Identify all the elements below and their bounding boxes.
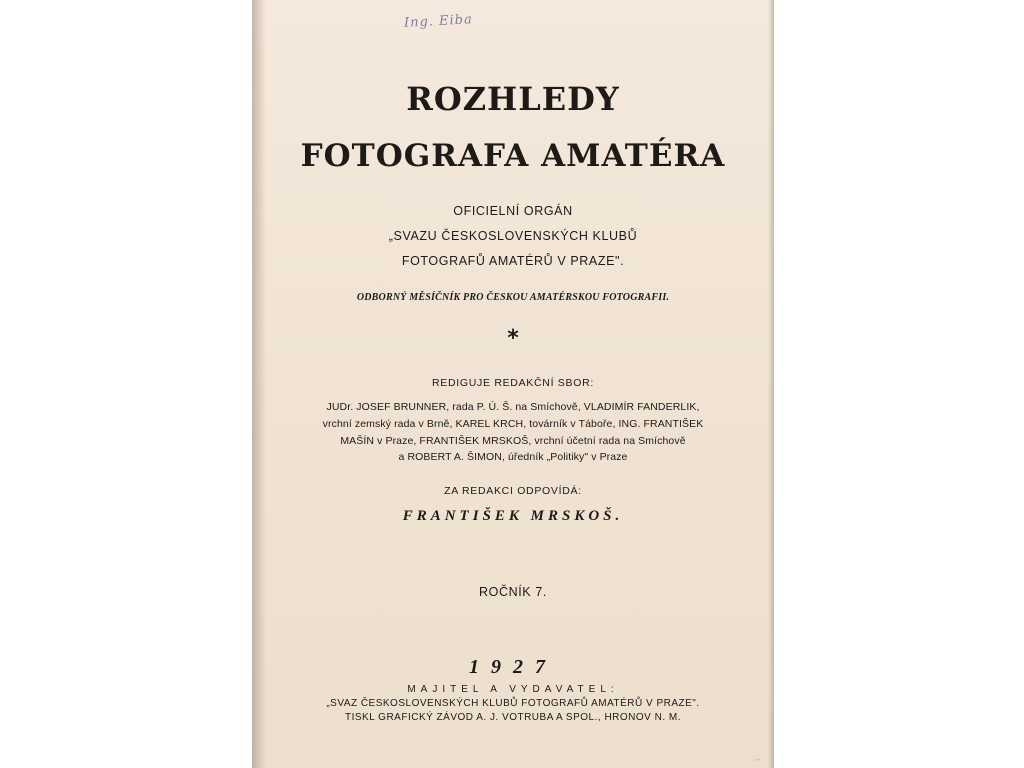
responsible-editor-label: ZA REDAKCI ODPOVÍDÁ: — [444, 485, 582, 497]
publisher-label: MAJITEL A VYDAVATEL: — [407, 684, 619, 695]
responsible-editor-name: FRANTIŠEK MRSKOŠ. — [402, 508, 624, 524]
organization-line-2: „SVAZU ČESKOSLOVENSKÝCH KLUBŮ — [388, 229, 638, 243]
editorial-board-line: vrchní zemský rada v Brně, KAREL KRCH, továrník v Táboře, ING. FRANTIŠEK — [322, 418, 704, 430]
handwritten-note: Ing. Eiba — [403, 12, 474, 31]
volume-number: ROČNÍK 7. — [479, 585, 547, 599]
journal-title-line-2: FOTOGRAFA AMATÉRA — [300, 138, 726, 174]
editorial-board-line: JUDr. JOSEF BRUNNER, rada P. Ú. Š. na Smíchově, VLADIMÍR FANDERLIK, — [326, 401, 700, 413]
asterisk-ornament: * — [507, 326, 519, 351]
title-page — [252, 0, 774, 768]
editorial-board-label: REDIGUJE REDAKČNÍ SBOR: — [432, 377, 594, 389]
printer-line: TISKL GRAFICKÝ ZÁVOD A. J. VOTRUBA A SPOL., HRONOV N. M. — [344, 712, 682, 723]
organization-line-1: OFICIELNÍ ORGÁN — [453, 204, 573, 218]
faded-stamp-mark: ~ — [753, 754, 761, 767]
publication-year: 1927 — [469, 656, 557, 678]
editorial-board-line: MAŠÍN v Praze, FRANTIŠEK MRSKOŠ, vrchní účetní rada na Smíchově — [340, 435, 686, 447]
subtitle: ODBORNÝ MĚSÍČNÍK PRO ČESKOU AMATÉRSKOU FOTOGRAFII. — [356, 292, 670, 303]
journal-title-line-1: ROZHLEDY — [406, 80, 620, 118]
publisher-line-1: „SVAZ ČESKOSLOVENSKÝCH KLUBŮ FOTOGRAFŮ AMATÉRŮ V PRAZE". — [326, 698, 700, 709]
editorial-board-line: a ROBERT A. ŠIMON, úředník „Politiky" v Praze — [398, 451, 628, 463]
organization-line-3: FOTOGRAFŮ AMATÉRŮ V PRAZE". — [401, 254, 625, 268]
